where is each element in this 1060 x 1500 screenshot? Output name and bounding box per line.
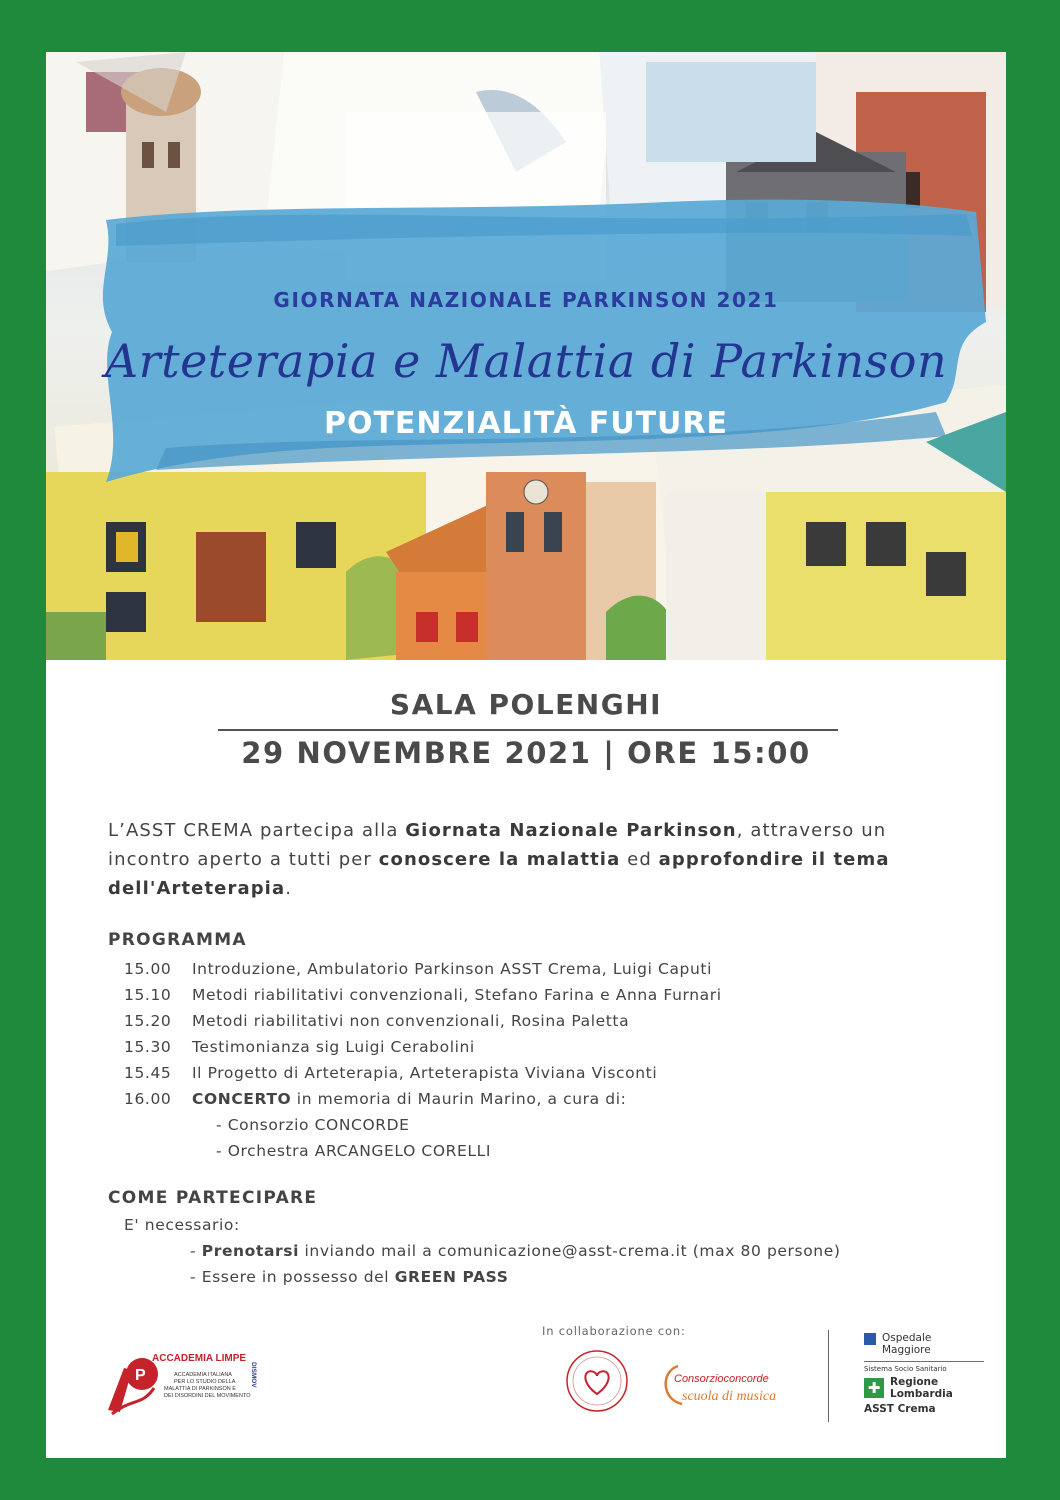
intro-bold-3: approfondire il tema dell'Arteterapia bbox=[108, 849, 890, 899]
item-time: 16.00 bbox=[124, 1090, 172, 1108]
item-text: in memoria di Maurin Marino, a cura di: bbox=[291, 1090, 627, 1108]
intro-text-1: L’ASST CREMA partecipa alla bbox=[108, 820, 406, 841]
concert-label: CONCERTO bbox=[192, 1090, 292, 1108]
divider bbox=[218, 729, 838, 731]
limpe-logo bbox=[102, 1348, 292, 1422]
partecipare-item-booking bbox=[124, 1238, 984, 1264]
item-text: Testimonianza sig Luigi Cerabolini bbox=[192, 1038, 475, 1056]
poster bbox=[46, 52, 1006, 1458]
programma-item bbox=[124, 1008, 984, 1034]
programma-list bbox=[124, 956, 984, 1164]
asst-rule bbox=[864, 1361, 984, 1362]
programma-item bbox=[124, 1034, 984, 1060]
concorde-logo bbox=[662, 1360, 782, 1414]
concorde-top: Consorzioconcorde bbox=[674, 1373, 769, 1385]
asst-crema-logo bbox=[864, 1332, 984, 1415]
event-date: 29 NOVEMBRE 2021 | ORE 15:00 bbox=[241, 736, 811, 770]
item-text: Metodi riabilitativi non convenzionali, Rosina Paletta bbox=[192, 1012, 630, 1030]
programma-heading: PROGRAMMA bbox=[108, 930, 247, 950]
regione-line-2: Lombardia bbox=[890, 1388, 953, 1400]
item-time: 15.20 bbox=[124, 1012, 172, 1030]
association-heart-logo bbox=[564, 1348, 630, 1418]
booking-text: inviando mail a comunicazione@asst-crema.it (max 80 persone) bbox=[299, 1242, 841, 1260]
programma-item-concert bbox=[124, 1086, 984, 1112]
hospital-icon bbox=[864, 1333, 876, 1345]
collaboration-label: In collaborazione con: bbox=[542, 1324, 686, 1338]
limpe-name: ACCADEMIA LIMPE bbox=[152, 1353, 247, 1364]
concorde-bottom: scuola di musica bbox=[682, 1389, 777, 1404]
intro-text-3: ed bbox=[620, 849, 659, 870]
intro-paragraph bbox=[108, 816, 968, 903]
programma-item bbox=[124, 956, 984, 982]
event-subtitle: POTENZIALITÀ FUTURE bbox=[323, 406, 729, 441]
intro-bold-1: Giornata Nazionale Parkinson bbox=[405, 820, 737, 841]
partecipare-item-greenpass bbox=[124, 1264, 984, 1290]
partecipare-list bbox=[124, 1212, 984, 1290]
venue-title: SALA POLENGHI bbox=[389, 688, 663, 721]
asst-line-1: Ospedale bbox=[882, 1332, 932, 1344]
regione-cross-icon: ✚ bbox=[864, 1378, 884, 1398]
item-text: Introduzione, Ambulatorio Parkinson ASST Crema, Luigi Caputi bbox=[192, 960, 712, 978]
greenpass-text: - Essere in possesso del bbox=[190, 1268, 395, 1286]
dash: - bbox=[190, 1242, 202, 1260]
svg-text:DEI DISORDINI DEL MOVIMENTO: DEI DISORDINI DEL MOVIMENTO bbox=[164, 1393, 251, 1399]
intro-text-2: , attraverso un incontro aperto a tutti per bbox=[108, 820, 887, 870]
item-time: 15.45 bbox=[124, 1064, 172, 1082]
intro-bold-2: conoscere la malattia bbox=[378, 849, 621, 870]
svg-text:PER LO STUDIO DELLA: PER LO STUDIO DELLA bbox=[174, 1379, 236, 1385]
sistema-label: Sistema Socio Sanitario bbox=[864, 1365, 947, 1373]
svg-text:MALATTIA DI PARKINSON E: MALATTIA DI PARKINSON E bbox=[164, 1386, 236, 1392]
programma-item bbox=[124, 982, 984, 1008]
regione-line-1: Regione bbox=[890, 1376, 939, 1388]
svg-text:ACCADEMIA ITALIANA: ACCADEMIA ITALIANA bbox=[174, 1372, 232, 1378]
programma-item bbox=[124, 1060, 984, 1086]
item-time: 15.30 bbox=[124, 1038, 172, 1056]
greenpass-label: GREEN PASS bbox=[394, 1268, 509, 1286]
svg-text:P: P bbox=[135, 1367, 146, 1384]
event-title: Arteterapia e Malattia di Parkinson bbox=[104, 334, 948, 388]
partecipare-lead: E' necessario: bbox=[124, 1216, 240, 1234]
footer-divider bbox=[828, 1330, 829, 1422]
intro-text-4: . bbox=[285, 878, 293, 899]
item-text: Il Progetto di Arteterapia, Arteterapista Viviana Visconti bbox=[192, 1064, 658, 1082]
concert-partner: - Consorzio CONCORDE bbox=[216, 1116, 410, 1134]
asst-line-2: Maggiore bbox=[882, 1344, 931, 1356]
event-kicker: GIORNATA NAZIONALE PARKINSON 2021 bbox=[273, 288, 779, 312]
concert-partner: - Orchestra ARCANGELO CORELLI bbox=[216, 1142, 492, 1160]
item-time: 15.00 bbox=[124, 960, 172, 978]
item-time: 15.10 bbox=[124, 986, 172, 1004]
asst-name: ASST Crema bbox=[864, 1403, 936, 1415]
booking-label: Prenotarsi bbox=[201, 1242, 299, 1260]
item-text: Metodi riabilitativi convenzionali, Stefano Farina e Anna Furnari bbox=[192, 986, 722, 1004]
partecipare-heading: COME PARTECIPARE bbox=[108, 1188, 318, 1208]
svg-text:DISMOV: DISMOV bbox=[250, 1362, 257, 1388]
hero-artwork bbox=[46, 52, 1006, 660]
